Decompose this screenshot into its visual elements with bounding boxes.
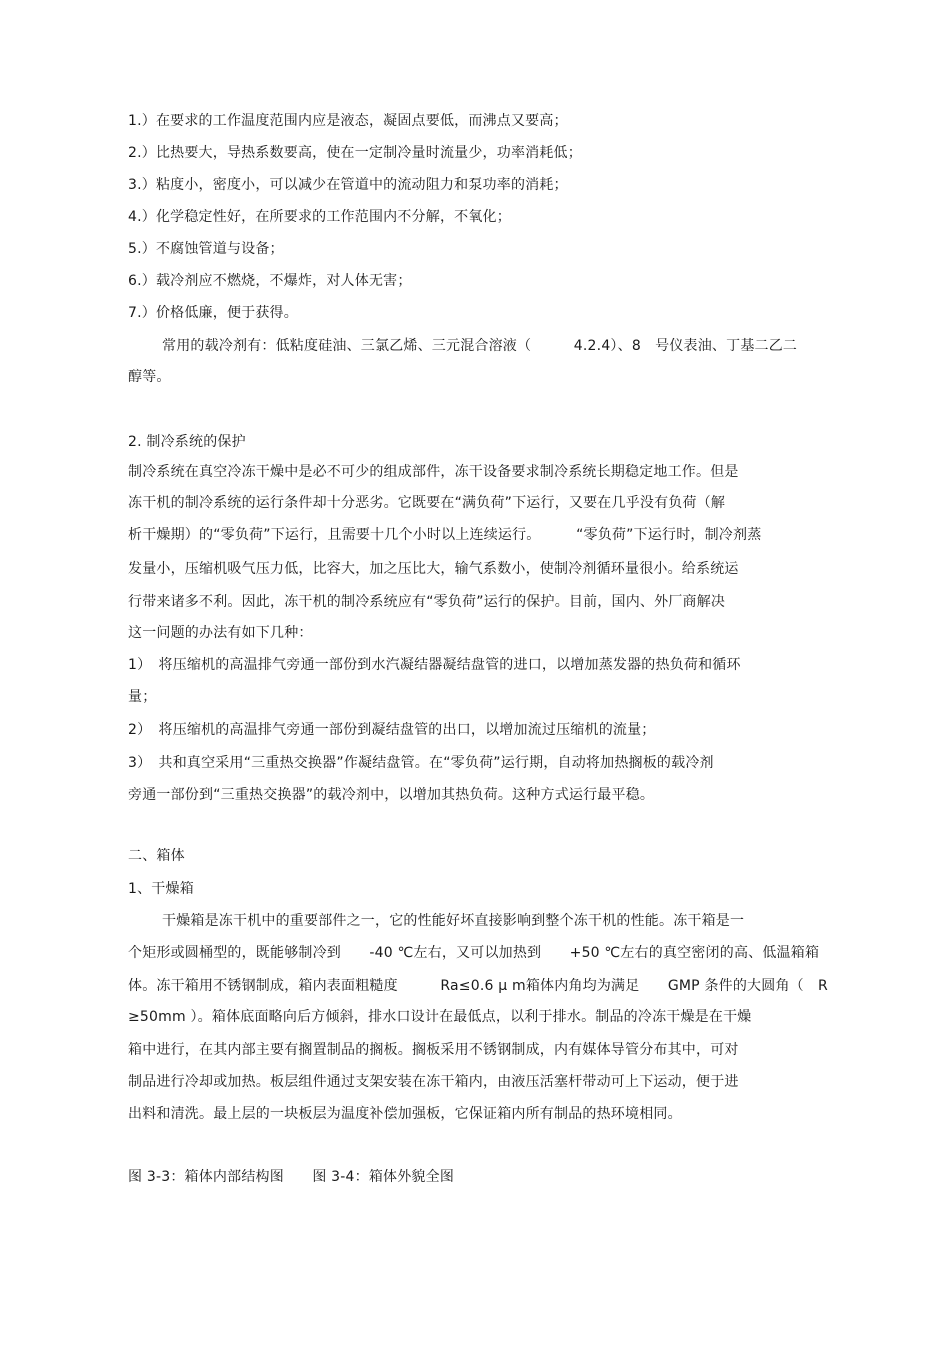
method-item: 旁通一部份到“三重热交换器”的载冷剂中，以增加其热负荷。这种方式运行最平稳。 bbox=[128, 787, 655, 803]
list-item: 7.）价格低廉，便于获得。 bbox=[128, 305, 298, 321]
paragraph-line: 冻干机的制冷系统的运行条件却十分恶劣。它既要在“满负荷”下运行，又要在几乎没有负荷（解 bbox=[128, 495, 726, 511]
paragraph-line: 行带来诸多不利。因此，冻干机的制冷系统应有“零负荷”运行的保护。目前，国内、外厂商解决 bbox=[128, 594, 726, 610]
list-item: 2.）比热要大，导热系数要高，使在一定制冷量时流量少，功率消耗低； bbox=[128, 145, 582, 161]
list-item: 3.）粘度小，密度小，可以减少在管道中的流动阻力和泵功率的消耗； bbox=[128, 177, 568, 193]
paragraph-line: 这一问题的办法有如下几种： bbox=[128, 625, 313, 641]
section-heading: 2. 制冷系统的保护 bbox=[128, 434, 246, 450]
list-item: 1.）在要求的工作温度范围内应是液态，凝固点要低，而沸点又要高； bbox=[128, 113, 568, 129]
paragraph-line: 常用的载冷剂有：低粘度硅油、三氯乙烯、三元混合溶液（ 4.2.4）、8 号仪表油、丁基二乙二 bbox=[162, 338, 798, 354]
paragraph-line: ≥50mm ）。箱体底面略向后方倾斜，排水口设计在最低点，以利于排水。制品的冷冻干燥是在干燥 bbox=[128, 1009, 752, 1025]
method-item: 量； bbox=[128, 689, 157, 705]
list-item: 5.）不腐蚀管道与设备； bbox=[128, 241, 284, 257]
section-heading: 二、箱体 bbox=[128, 848, 185, 864]
paragraph-line: 析干燥期）的“零负荷”下运行，且需要十几个小时以上连续运行。 “零负荷”下运行时，制冷剂蒸 bbox=[128, 527, 762, 543]
paragraph-line: 醇等。 bbox=[128, 369, 171, 385]
paragraph-line: 体。冻干箱用不锈钢制成，箱内表面粗糙度 Ra≤0.6 μ m箱体内角均为满足 GMP 条件的大圆角（ R bbox=[128, 978, 828, 994]
paragraph-line: 发量小，压缩机吸气压力低，比容大，加之压比大，输气系数小，使制冷剂循环量很小。给系统运 bbox=[128, 561, 739, 577]
list-item: 4.）化学稳定性好，在所要求的工作范围内不分解，不氧化； bbox=[128, 209, 511, 225]
paragraph-line: 制品进行冷却或加热。板层组件通过支架安装在冻干箱内，由液压活塞杆带动可上下运动，便于进 bbox=[128, 1074, 739, 1090]
paragraph-line: 干燥箱是冻干机中的重要部件之一，它的性能好坏直接影响到整个冻干机的性能。冻干箱是一 bbox=[162, 913, 745, 929]
figure-captions: 图 3-3：箱体内部结构图 图 3-4：箱体外貌全图 bbox=[128, 1169, 455, 1185]
subsection-heading: 1、干燥箱 bbox=[128, 881, 194, 897]
method-item: 2） 将压缩机的高温排气旁通一部份到凝结盘管的出口，以增加流过压缩机的流量； bbox=[128, 722, 656, 738]
paragraph-line: 制冷系统在真空冷冻干燥中是必不可少的组成部件，冻干设备要求制冷系统长期稳定地工作。但是 bbox=[128, 464, 739, 480]
method-item: 3） 共和真空采用“三重热交换器”作凝结盘管。在“零负荷”运行期，自动将加热搁板的载冷剂 bbox=[128, 755, 714, 771]
list-item: 6.）载冷剂应不燃烧，不爆炸，对人体无害； bbox=[128, 273, 412, 289]
paragraph-line: 出料和清洗。最上层的一块板层为温度补偿加强板，它保证箱内所有制品的热环境相同。 bbox=[128, 1106, 682, 1122]
paragraph-line: 箱中进行，在其内部主要有搁置制品的搁板。搁板采用不锈钢制成，内有媒体导管分布其中，可对 bbox=[128, 1042, 739, 1058]
paragraph-line: 个矩形或圆桶型的，既能够制冷到 -40 ℃左右，又可以加热到 +50 ℃左右的真空密闭的高、低温箱箱 bbox=[128, 945, 820, 961]
method-item: 1） 将压缩机的高温排气旁通一部份到水汽凝结器凝结盘管的进口，以增加蒸发器的热负荷和循环 bbox=[128, 657, 741, 673]
